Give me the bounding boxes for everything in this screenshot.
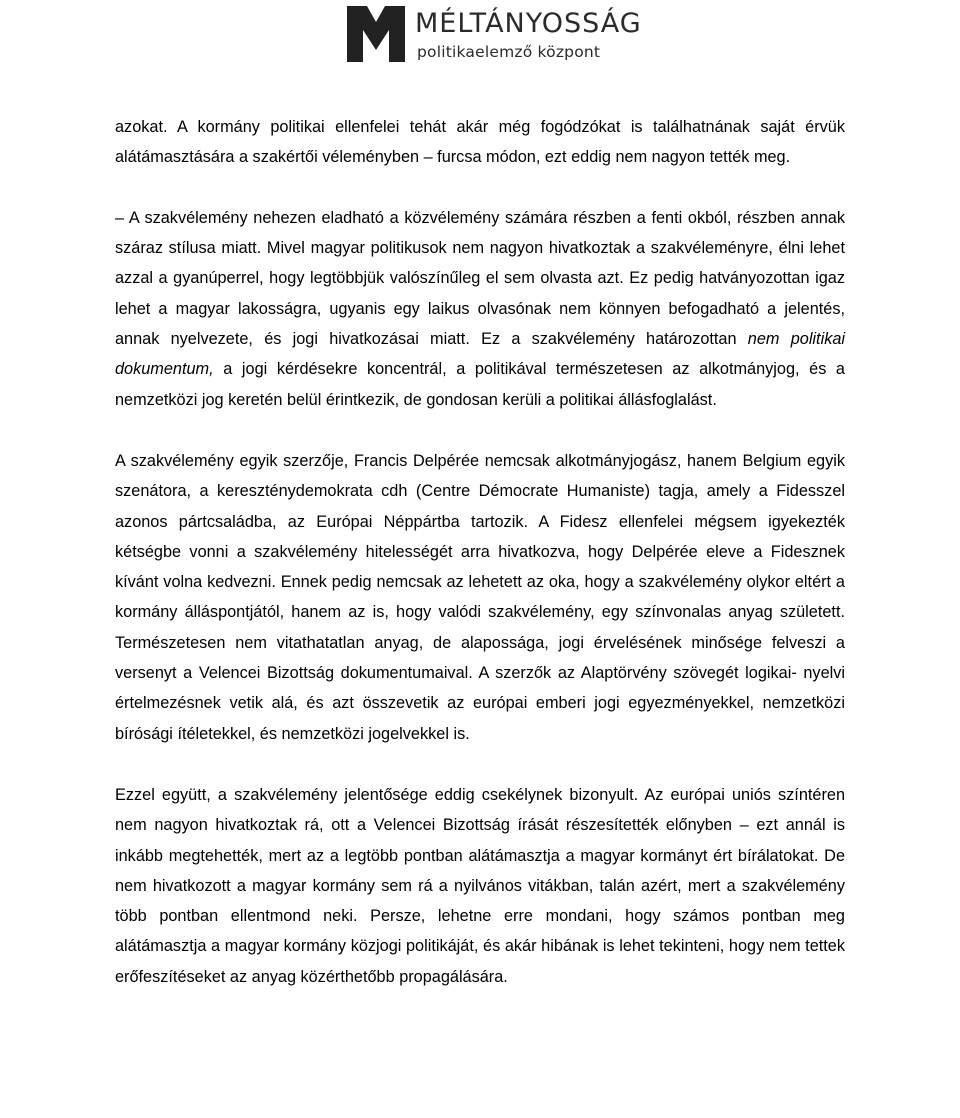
logo-title: MÉLTÁNYOSSÁG [415, 8, 642, 39]
logo-subtitle: politikaelemző központ [417, 43, 601, 61]
paragraph-1-intro: azokat. A kormány politikai ellenfelei tehát akár még fogódzókat is találhatnának saját érvük alátámasztására a szakértői véleményben – furcsa módon, ezt eddig nem nagyon tették meg. [115, 118, 845, 167]
paragraph-1-text-end: a jogi kérdésekre koncentrál, a politikával természetesen az alkotmányjog, és a nemzetközi jog keretén belül érintkezik, de gondosan kerüli a politikai állásfoglalást. [115, 360, 845, 409]
logo [347, 6, 642, 62]
paragraph-3: Ezzel együtt, a szakvélemény jelentősége eddig csekélynek bizonyult. Az európai uniós színtéren nem nagyon hivatkoztak rá, ott a Velencei Bizottság írását részesítették előnyben – ezt annál is inkább megtehették, mert az a legtöbb pontban alátámasztja a magyar kormányt ért bírálatokat. De nem hivatkozott a magyar kormány sem rá a nyilvános vitákban, talán azért, mert a szakvélemény több pontban ellentmond neki. Persze, lehetne erre mondani, hogy számos pontban meg alátámasztja a magyar kormány közjogi politikáját, és akár hibának is lehet tekinteni, hogy nem tettek erőfeszítéseket az anyag közérthetőbb propagálására. [115, 785, 845, 986]
emphasis-text: nem politikai dokumentum, [115, 330, 846, 379]
meltanyossag-logo-icon [347, 6, 405, 62]
page-header [0, 0, 960, 70]
document-body [115, 112, 845, 992]
line-gap [115, 173, 845, 203]
paragraph-2: A szakvélemény egyik szerzője, Francis Delpérée nemcsak alkotmányjogász, hanem Belgium egyik szenátora, a kereszténydemokrata cdh (Centre Démocrate Humaniste) tagja, amely a Fidesszel azonos pártcsaládba, az Európai Néppártba tartozik. A Fidesz ellenfelei mégsem igyekezték kétségbe vonni a szakvélemény hitelességét arra hivatkozva, hogy Delpérée eleve a Fidesznek kívánt volna kedvezni. Ennek pedig nemcsak az lehetett az oka, hogy a szakvélemény olykor eltért a kormány álláspontjától, hanem az is, hogy valódi szakvélemény, egy színvonalas anyag született. Természetesen nem vitathatatlan anyag, de alapossága, jogi érvelésének minősége felveszi a versenyt a Velencei Bizottság dokumentumaival. A szerzők az Alaptörvény szövegét logikai- nyelvi értelmezésnek vetik alá, és azt összevetik az európai emberi jogi egyezményekkel, nemzetközi bírósági ítéletekkel, és nemzetközi jogelvekkel is. [115, 451, 845, 743]
paragraph-1 [115, 112, 845, 415]
paragraph-1-text: – A szakvélemény nehezen eladható a közvélemény számára részben a fenti okból, részben annak száraz stílusa miatt. Mivel magyar politikusok nem nagyon hivatkoztak a szakvéleményre, élni lehet azzal a gyanúperrel, hogy legtöbbjük valószínűleg el sem olvasta azt. Ez pedig hatványozottan igaz lehet a magyar lakosságra, ugyanis egy laikus olvasónak nem könnyen befogadható a jelentés, annak nyelvezete, és jogi hivatkozásai miatt. Ez a szakvélemény határozottan [115, 208, 845, 349]
